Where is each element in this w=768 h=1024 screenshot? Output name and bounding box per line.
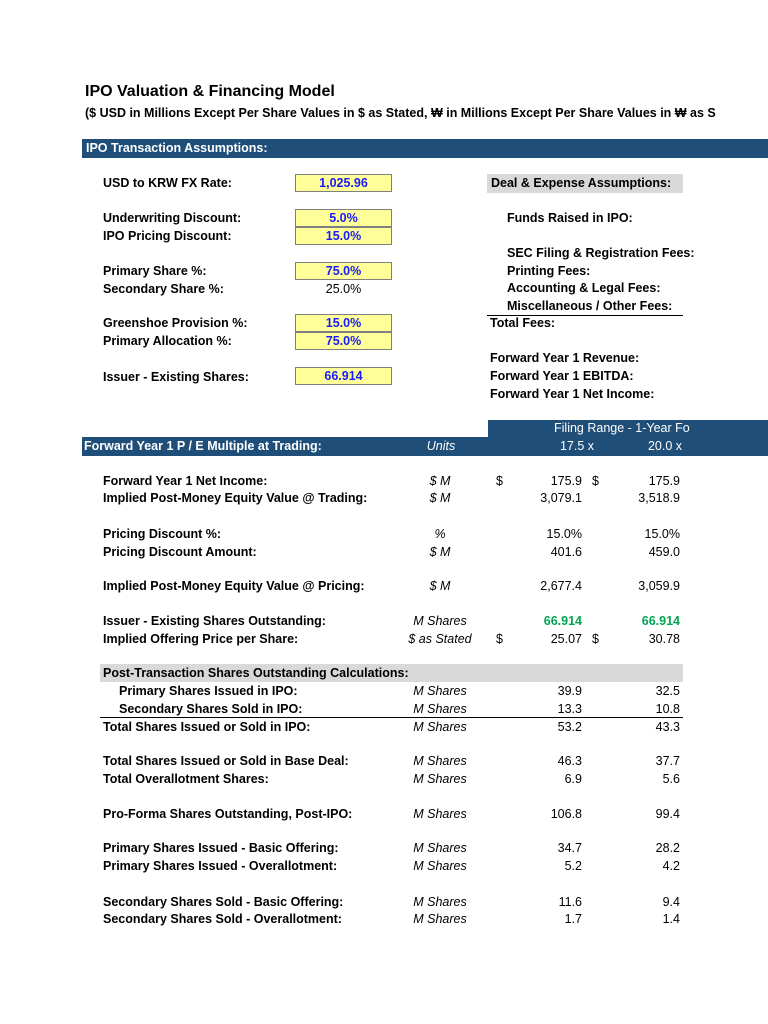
- row-unit: M Shares: [413, 807, 467, 821]
- row-value-col2: 175.9: [648, 474, 680, 488]
- fx-label: USD to KRW FX Rate:: [103, 176, 232, 190]
- row-value-col1: 15.0%: [546, 527, 582, 541]
- sec-fees-label: SEC Filing & Registration Fees:: [507, 246, 695, 260]
- row-value-col1: 175.9: [550, 474, 582, 488]
- row-value-col1: 46.3: [557, 754, 582, 768]
- fx-input[interactable]: 1,025.96: [295, 174, 392, 192]
- row-value-col1: 106.8: [550, 807, 582, 821]
- post-transaction-header: Post-Transaction Shares Outstanding Calculations:: [103, 666, 409, 680]
- row-value-col1: 5.2: [564, 859, 582, 873]
- row-value-col1: 39.9: [557, 684, 582, 698]
- fwd-ebitda-label: Forward Year 1 EBITDA:: [490, 369, 634, 383]
- funds-raised-label: Funds Raised in IPO:: [507, 211, 633, 225]
- row-value-col2: 3,059.9: [638, 579, 680, 593]
- row-value-col1: 6.9: [564, 772, 582, 786]
- row-unit: M Shares: [413, 702, 467, 716]
- primary-allocation-label: Primary Allocation %:: [103, 334, 232, 348]
- row-value-col1: 11.6: [558, 895, 582, 909]
- row-value-col2: 3,518.9: [638, 491, 680, 505]
- deal-header: Deal & Expense Assumptions:: [491, 176, 672, 190]
- row-unit: %: [434, 527, 446, 541]
- row-unit: M Shares: [413, 614, 467, 628]
- deal-header-box: [487, 174, 683, 193]
- pe-multiple-header: Forward Year 1 P / E Multiple at Trading:: [84, 439, 322, 453]
- primary-share-input[interactable]: 75.0%: [295, 262, 392, 280]
- row-label: Issuer - Existing Shares Outstanding:: [103, 614, 326, 628]
- row-label: Pro-Forma Shares Outstanding, Post-IPO:: [103, 807, 353, 821]
- page-subtitle: ($ USD in Millions Except Per Share Values in $ as Stated, ₩ in Millions Except Per Share Values in ₩ as S: [85, 106, 716, 120]
- col1-header: 17.5 x: [559, 439, 594, 453]
- row-unit: $ M: [429, 579, 451, 593]
- row-label: Primary Shares Issued - Basic Offering:: [103, 841, 339, 855]
- row-label: Total Shares Issued or Sold in Base Deal:: [103, 754, 349, 768]
- total-shares-divider: [100, 717, 683, 718]
- col2-header: 20.0 x: [647, 439, 682, 453]
- row-value-col1: 53.2: [557, 720, 582, 734]
- row-currency-2: $: [592, 632, 599, 646]
- row-value-col1: 66.914: [543, 614, 582, 628]
- total-fees-label: Total Fees:: [490, 316, 556, 330]
- row-value-col1: 401.6: [550, 545, 582, 559]
- assumptions-header-bar: [82, 139, 768, 158]
- row-unit: $ as Stated: [408, 632, 472, 646]
- row-value-col1: 3,079.1: [540, 491, 582, 505]
- row-value-col2: 30.78: [648, 632, 680, 646]
- row-value-col2: 10.8: [655, 702, 680, 716]
- row-label: Primary Shares Issued in IPO:: [119, 684, 298, 698]
- row-value-col1: 13.3: [557, 702, 582, 716]
- row-label: Pricing Discount Amount:: [103, 545, 257, 559]
- accounting-fees-label: Accounting & Legal Fees:: [507, 281, 661, 295]
- row-value-col2: 5.6: [662, 772, 680, 786]
- primary-allocation-input[interactable]: 75.0%: [295, 332, 392, 350]
- row-label: Total Shares Issued or Sold in IPO:: [103, 720, 311, 734]
- row-value-col2: 1.4: [662, 912, 680, 926]
- row-value-col2: 99.4: [655, 807, 680, 821]
- secondary-share-value: 25.0%: [325, 282, 362, 296]
- row-label: Implied Post-Money Equity Value @ Pricing:: [103, 579, 365, 593]
- page-title: IPO Valuation & Financing Model: [85, 83, 335, 100]
- row-currency-1: $: [496, 632, 503, 646]
- existing-shares-input[interactable]: 66.914: [295, 367, 392, 385]
- units-header: Units: [426, 439, 456, 453]
- primary-share-label: Primary Share %:: [103, 264, 207, 278]
- filing-range-label: Filing Range - 1-Year Fo: [554, 421, 690, 435]
- row-unit: M Shares: [413, 912, 467, 926]
- row-currency-1: $: [496, 474, 503, 488]
- ipo-pricing-discount-label: IPO Pricing Discount:: [103, 229, 232, 243]
- row-unit: M Shares: [413, 772, 467, 786]
- greenshoe-label: Greenshoe Provision %:: [103, 316, 248, 330]
- row-unit: M Shares: [413, 720, 467, 734]
- row-value-col2: 37.7: [655, 754, 680, 768]
- existing-shares-label: Issuer - Existing Shares:: [103, 370, 249, 384]
- row-value-col1: 34.7: [557, 841, 582, 855]
- row-value-col2: 28.2: [655, 841, 680, 855]
- row-value-col1: 1.7: [564, 912, 582, 926]
- row-value-col1: 2,677.4: [540, 579, 582, 593]
- row-label: Secondary Shares Sold in IPO:: [119, 702, 303, 716]
- row-label: Implied Post-Money Equity Value @ Trading:: [103, 491, 368, 505]
- post-transaction-header-box: [100, 664, 683, 682]
- row-value-col2: 4.2: [662, 859, 680, 873]
- secondary-share-label: Secondary Share %:: [103, 282, 224, 296]
- row-label: Secondary Shares Sold - Overallotment:: [103, 912, 342, 926]
- fwd-net-income-label: Forward Year 1 Net Income:: [490, 387, 655, 401]
- row-value-col2: 15.0%: [644, 527, 680, 541]
- misc-fees-label: Miscellaneous / Other Fees:: [507, 299, 673, 313]
- row-value-col1: 25.07: [550, 632, 582, 646]
- row-unit: $ M: [429, 491, 451, 505]
- row-label: Implied Offering Price per Share:: [103, 632, 299, 646]
- row-label: Secondary Shares Sold - Basic Offering:: [103, 895, 344, 909]
- row-value-col2: 32.5: [655, 684, 680, 698]
- row-unit: $ M: [429, 474, 451, 488]
- ipo-pricing-discount-input[interactable]: 15.0%: [295, 227, 392, 245]
- row-label: Forward Year 1 Net Income:: [103, 474, 268, 488]
- underwriting-label: Underwriting Discount:: [103, 211, 242, 225]
- row-label: Total Overallotment Shares:: [103, 772, 269, 786]
- fwd-revenue-label: Forward Year 1 Revenue:: [490, 351, 640, 365]
- row-value-col2: 43.3: [655, 720, 680, 734]
- row-value-col2: 9.4: [662, 895, 680, 909]
- row-label: Pricing Discount %:: [103, 527, 222, 541]
- row-unit: M Shares: [413, 859, 467, 873]
- row-unit: M Shares: [413, 895, 467, 909]
- row-unit: M Shares: [413, 684, 467, 698]
- row-unit: M Shares: [413, 754, 467, 768]
- row-unit: $ M: [429, 545, 451, 559]
- printing-fees-label: Printing Fees:: [507, 264, 591, 278]
- row-value-col2: 459.0: [648, 545, 680, 559]
- filing-range-bar: [488, 420, 768, 437]
- underwriting-input[interactable]: 5.0%: [295, 209, 392, 227]
- row-label: Primary Shares Issued - Overallotment:: [103, 859, 338, 873]
- assumptions-header: IPO Transaction Assumptions:: [86, 141, 268, 155]
- pe-multiple-header-bar: [82, 437, 768, 456]
- row-currency-2: $: [592, 474, 599, 488]
- greenshoe-input[interactable]: 15.0%: [295, 314, 392, 332]
- row-unit: M Shares: [413, 841, 467, 855]
- row-value-col2: 66.914: [641, 614, 680, 628]
